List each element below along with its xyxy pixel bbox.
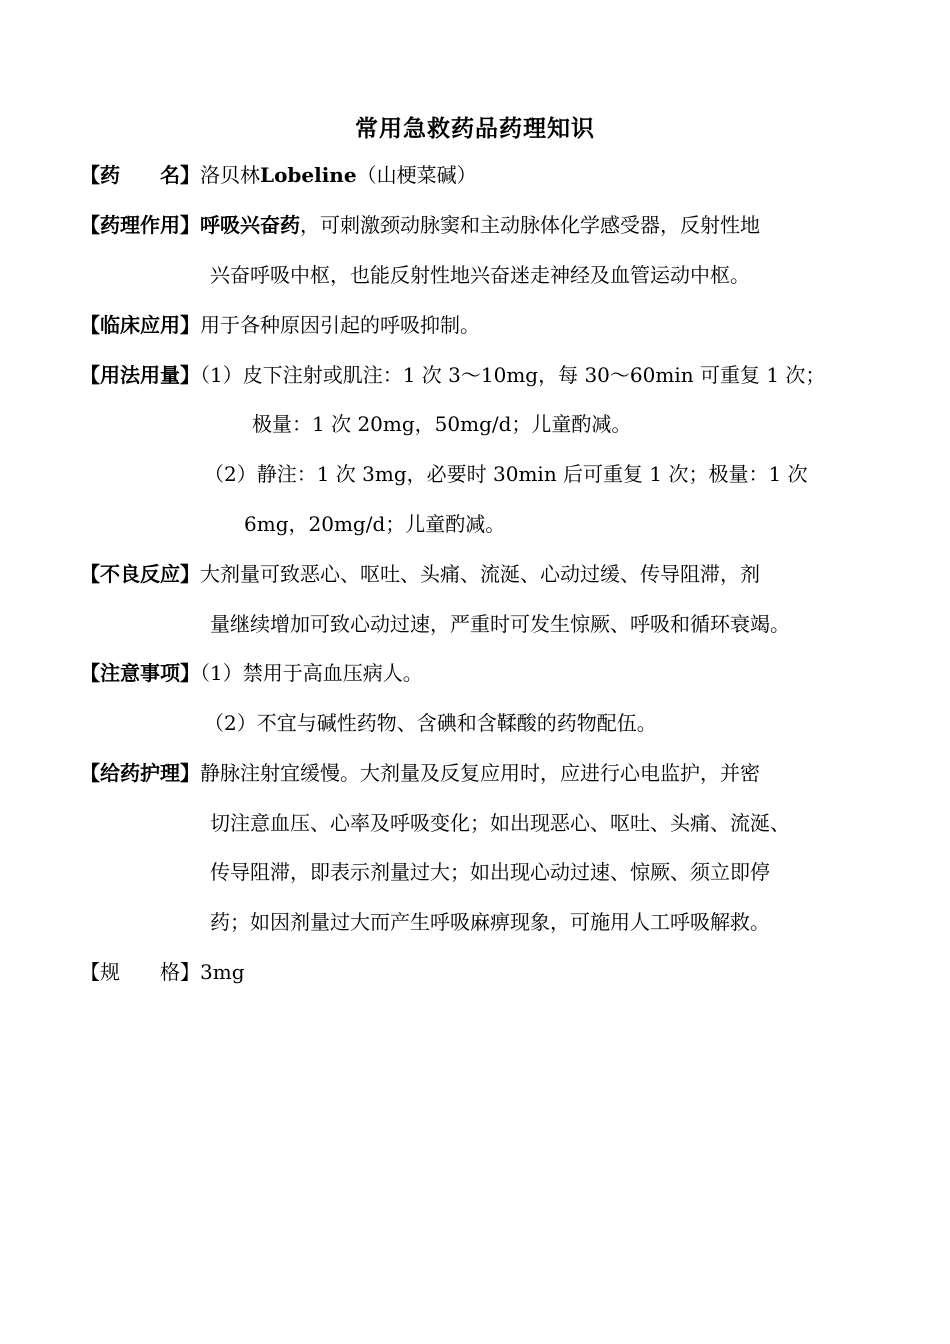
section-label: 【临床应用】 — [80, 313, 200, 337]
section-specification — [80, 958, 245, 986]
drug-name-en: Lobeline — [260, 163, 357, 187]
section-label: 【注意事项】 — [80, 661, 200, 685]
section-text: 用于各种原因引起的呼吸抑制。 — [200, 313, 480, 337]
section-label: 【药 名】 — [80, 163, 200, 187]
section-text: 兴奋呼吸中枢，也能反射性地兴奋迷走神经及血管运动中枢。 — [210, 263, 750, 287]
section-label: 【给药护理】 — [80, 761, 200, 785]
section-pharmacology — [80, 211, 760, 239]
section-text: 量继续增加可致心动过速，严重时可发生惊厥、呼吸和循环衰竭。 — [210, 612, 790, 636]
section-text: 大剂量可致恶心、呕吐、头痛、流涎、心动过缓、传导阻滞，剂 — [200, 562, 760, 586]
section-label: 【不良反应】 — [80, 562, 200, 586]
section-text: 6mg，20mg/d；儿童酌减。 — [244, 512, 506, 536]
section-label: 【规 格】 — [80, 960, 200, 984]
section-text: 极量：1 次 20mg，50mg/d；儿童酌减。 — [252, 412, 632, 436]
section-label: 【用法用量】 — [80, 363, 200, 387]
drug-name-alias: （山梗菜碱） — [356, 163, 477, 187]
section-text: 3mg — [200, 960, 245, 984]
section-text: ，可刺激颈动脉窦和主动脉体化学感受器，反射性地 — [300, 213, 760, 237]
section-dosage — [80, 361, 825, 389]
document-title: 常用急救药品药理知识 — [355, 115, 595, 142]
section-nursing — [80, 759, 760, 787]
section-text: （2）静注：1 次 3mg，必要时 30min 后可重复 1 次；极量：1 次 — [204, 462, 808, 486]
section-text: 静脉注射宜缓慢。大剂量及反复应用时，应进行心电监护，并密 — [200, 761, 760, 785]
section-text: （2）不宜与碱性药物、含碘和含鞣酸的药物配伍。 — [204, 711, 657, 735]
section-drug-name — [80, 161, 477, 189]
section-label: 【药理作用】 — [80, 213, 200, 237]
section-text: 切注意血压、心率及呼吸变化；如出现恶心、呕吐、头痛、流涎、 — [210, 811, 790, 835]
section-adverse-reactions — [80, 560, 760, 588]
drug-name-cn: 洛贝林 — [200, 163, 260, 187]
section-precautions — [80, 659, 423, 687]
section-text: 传导阻滞，即表示剂量过大；如出现心动过速、惊厥、须立即停 — [210, 860, 770, 884]
drug-class: 呼吸兴奋药 — [200, 213, 300, 237]
section-clinical-use — [80, 311, 480, 339]
section-text: （1）皮下注射或肌注：1 次 3～10mg，每 30～60min 可重复 1 次； — [200, 363, 826, 387]
section-text: 药；如因剂量过大而产生呼吸麻痹现象，可施用人工呼吸解救。 — [210, 910, 770, 934]
section-text: （1）禁用于高血压病人。 — [200, 661, 423, 685]
